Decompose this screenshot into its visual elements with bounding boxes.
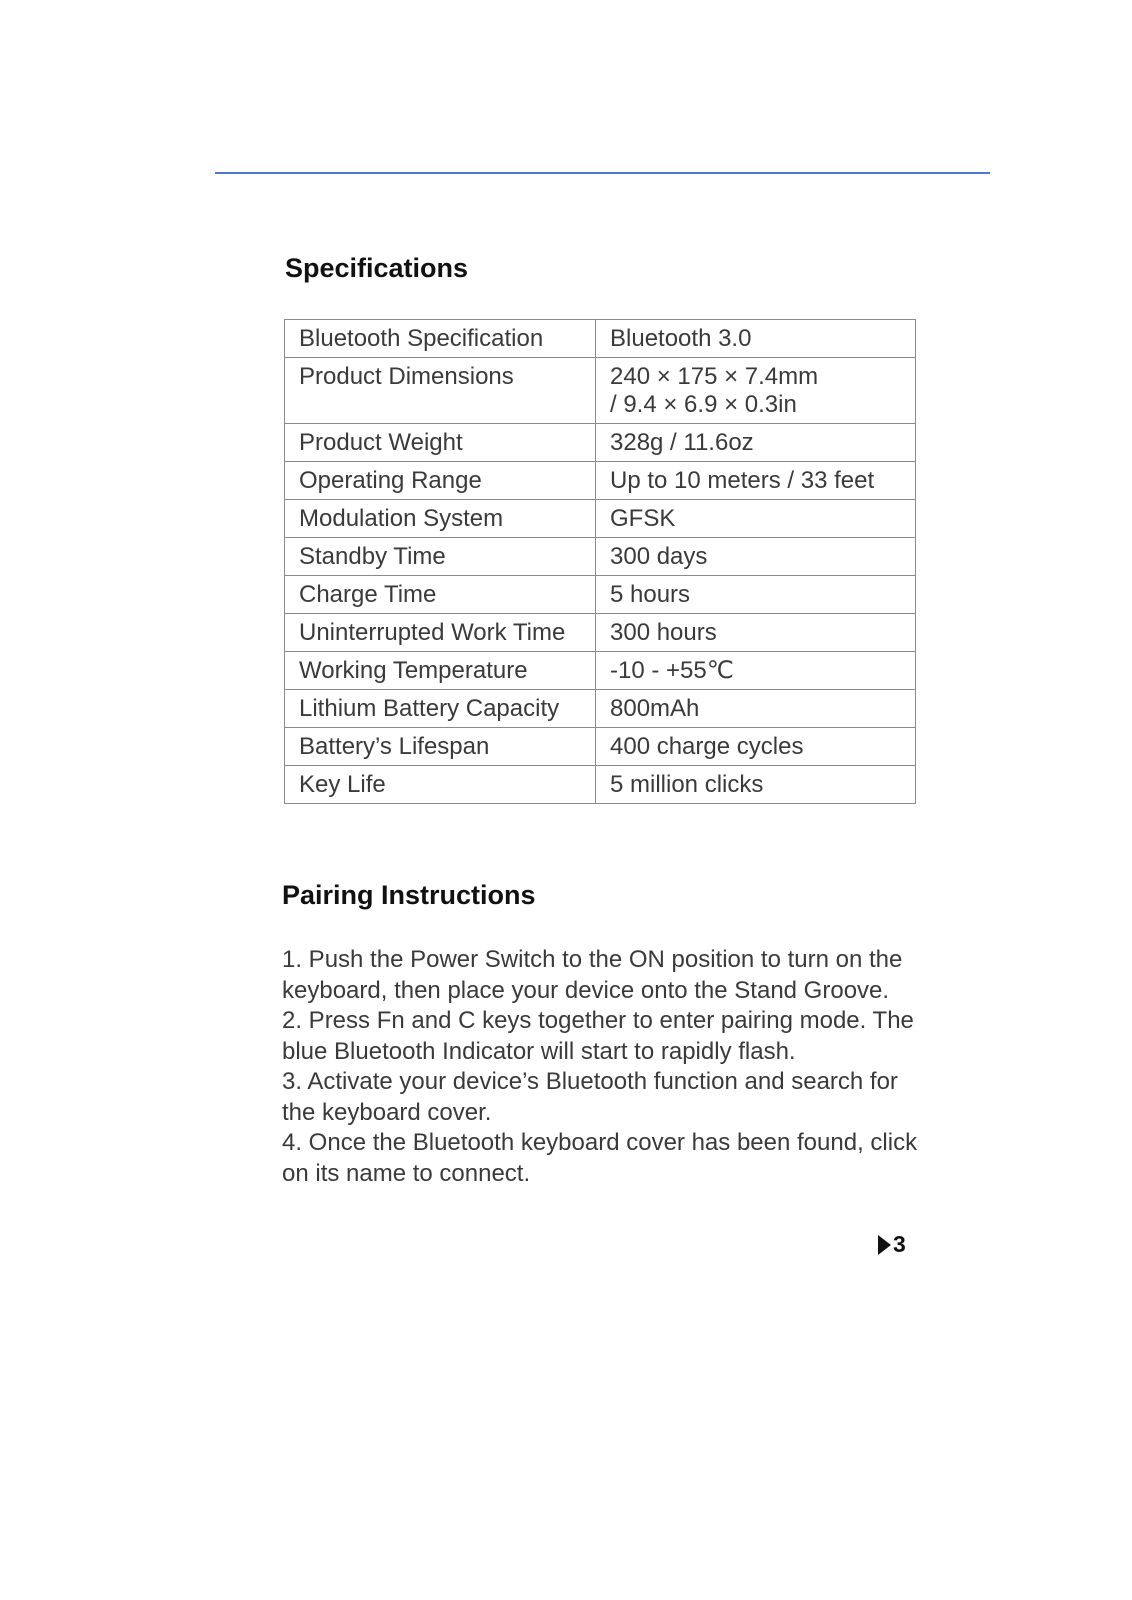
pairing-step: 4. Once the Bluetooth keyboard cover has been found, click on its name to connect. [282, 1129, 918, 1187]
spec-label: Working Temperature [285, 652, 596, 690]
pairing-step: 2. Press Fn and C keys together to enter pairing mode. The blue Bluetooth Indicator will start to rapidly flash. [282, 1007, 914, 1065]
spec-value [596, 320, 916, 358]
spec-label: Uninterrupted Work Time [285, 614, 596, 652]
spec-value [596, 500, 916, 538]
spec-label: Key Life [285, 766, 596, 804]
spec-value-line: Bluetooth 3.0 [610, 325, 752, 352]
page-number [878, 1231, 906, 1258]
spec-value-line: 800mAh [610, 695, 700, 722]
pairing-instructions-title: Pairing Instructions [282, 880, 536, 910]
spec-value-line: -10 - +55℃ [610, 657, 734, 684]
pairing-step: 3. Activate your device’s Bluetooth function and search for the keyboard cover. [282, 1068, 898, 1126]
spec-row [285, 500, 916, 538]
spec-value [596, 358, 916, 424]
spec-value [596, 462, 916, 500]
spec-value-line: Up to 10 meters / 33 feet [610, 467, 875, 494]
spec-value-line: 328g / 11.6oz [610, 429, 754, 456]
spec-label: Product Weight [285, 424, 596, 462]
spec-value-line: 300 hours [610, 619, 717, 646]
spec-value-line: 5 hours [610, 581, 691, 608]
spec-row [285, 462, 916, 500]
spec-value-line: 240 × 175 × 7.4mm [610, 363, 819, 390]
specifications-table [284, 319, 916, 804]
spec-label: Lithium Battery Capacity [285, 690, 596, 728]
spec-label: Product Dimensions [285, 358, 596, 424]
spec-label: Battery’s Lifespan [285, 728, 596, 766]
spec-row [285, 614, 916, 652]
spec-value [596, 424, 916, 462]
specifications-title: Specifications [285, 253, 469, 283]
arrow-right-icon [878, 1235, 891, 1255]
spec-value-line: 300 days [610, 543, 708, 570]
spec-value [596, 652, 916, 690]
header-rule [215, 172, 990, 174]
spec-row [285, 424, 916, 462]
spec-row [285, 320, 916, 358]
spec-value [596, 728, 916, 766]
spec-label: Operating Range [285, 462, 596, 500]
spec-row [285, 652, 916, 690]
spec-value [596, 690, 916, 728]
spec-label: Standby Time [285, 538, 596, 576]
spec-value-line: 400 charge cycles [610, 733, 804, 760]
spec-label: Bluetooth Specification [285, 320, 596, 358]
spec-row [285, 728, 916, 766]
spec-row [285, 538, 916, 576]
spec-row [285, 576, 916, 614]
pairing-steps [282, 945, 922, 1189]
spec-value [596, 576, 916, 614]
spec-label: Modulation System [285, 500, 596, 538]
spec-value [596, 614, 916, 652]
spec-value-line: / 9.4 × 6.9 × 0.3in [610, 391, 797, 418]
spec-row [285, 690, 916, 728]
page-number-label: 3 [893, 1231, 906, 1257]
specifications-table-body [285, 320, 916, 804]
spec-value [596, 538, 916, 576]
pairing-step: 1. Push the Power Switch to the ON position to turn on the keyboard, then place your device onto the Stand Groove. [282, 946, 903, 1004]
spec-row [285, 358, 916, 424]
spec-label: Charge Time [285, 576, 596, 614]
spec-value-line: GFSK [610, 505, 676, 532]
spec-value [596, 766, 916, 804]
spec-value-line: 5 million clicks [610, 771, 764, 798]
spec-row [285, 766, 916, 804]
